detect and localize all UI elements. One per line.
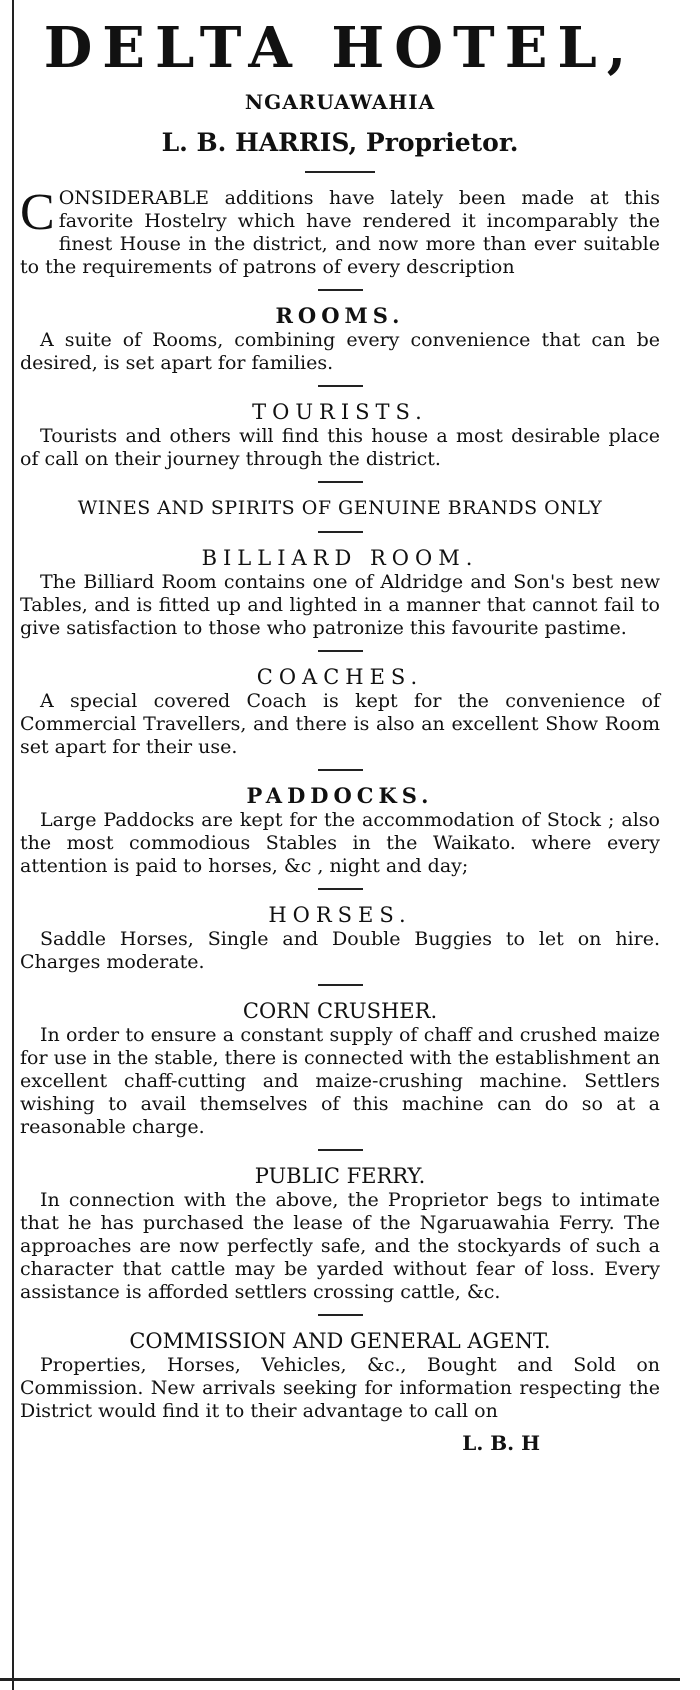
divider [318,289,363,291]
signature: L. B. H [462,1431,540,1455]
divider [318,481,363,483]
proprietor-line: L. B. HARRIS, Proprietor. [161,128,519,157]
divider [318,1149,363,1151]
section-text-billiard: The Billiard Room contains one of Aldridge and Son's best new Tables, and is fitted up and lighted in a manner that cannot fail to give satisfaction to those who patronize this favourite pastime. [20,571,660,639]
bottom-border-rule [0,1678,680,1681]
drop-cap: C [20,184,55,241]
section-heading-wines: WINES AND SPIRITS OF GENUINE BRANDS ONLY [77,497,603,519]
section-text-coaches: A special covered Coach is kept for the convenience of Commercial Travellers, and there is also an excellent Show Room set apart for their use. [20,690,660,758]
section-heading-coaches: COACHES. [256,665,424,689]
left-border-rule [12,0,14,1690]
hotel-title: DELTA HOTEL, [43,15,637,81]
divider [318,531,363,533]
section-heading-tourists: TOURISTS. [252,400,428,424]
divider [305,171,375,173]
section-text-commission: Properties, Horses, Vehicles, &c., Bought and Sold on Commission. New arrivals seeking for information respecting the District would find it to their advantage to call on [20,1354,660,1422]
section-heading-paddocks: PADDOCKS. [246,783,434,808]
divider [318,650,363,652]
intro-text: ONSIDERABLE additions have lately been made at this favorite Hostelry which have rendered it incomparably the finest House in the district, and now more than ever suitable to the requirements of patrons of every description [20,187,660,278]
section-text-paddocks: Large Paddocks are kept for the accommodation of Stock ; also the most commodious Stables in the Waikato. where every attention is paid to horses, &c , night and day; [20,809,660,877]
section-heading-ferry: PUBLIC FERRY. [254,1164,426,1188]
section-heading-commission: COMMISSION AND GENERAL AGENT. [129,1329,551,1353]
divider [318,888,363,890]
intro-paragraph [20,184,660,279]
section-text-corn-crusher: In order to ensure a constant supply of chaff and crushed maize for use in the stable, there is connected with the establishment an excellent chaff-cutting and maize-crushing machine. Settlers wishing to avail themselves of this machine can do so at a reasonable charge. [20,1024,660,1138]
section-heading-corn-crusher: CORN CRUSHER. [242,999,438,1023]
section-heading-rooms: ROOMS. [275,303,405,328]
section-text-horses: Saddle Horses, Single and Double Buggies to let on hire. Charges moderate. [20,928,660,973]
town-name: NGARUAWAHIA [244,90,436,114]
section-text-ferry: In connection with the above, the Proprietor begs to intimate that he has purchased the lease of the Ngaruawahia Ferry. The approaches are now perfectly safe, and the stockyards of such a character that cattle may be yarded without fear of loss. Every assistance is afforded settlers crossing cattle, &c. [20,1189,660,1303]
divider [318,385,363,387]
section-heading-billiard: BILLIARD ROOM. [201,546,479,570]
section-text-tourists: Tourists and others will find this house a most desirable place of call on their journey through the district. [20,425,660,470]
divider [318,769,363,771]
section-text-rooms: A suite of Rooms, combining every convenience that can be desired, is set apart for families. [20,329,660,374]
section-heading-horses: HORSES. [268,903,412,927]
advertisement [20,8,660,1455]
divider [318,984,363,986]
divider [318,1314,363,1316]
